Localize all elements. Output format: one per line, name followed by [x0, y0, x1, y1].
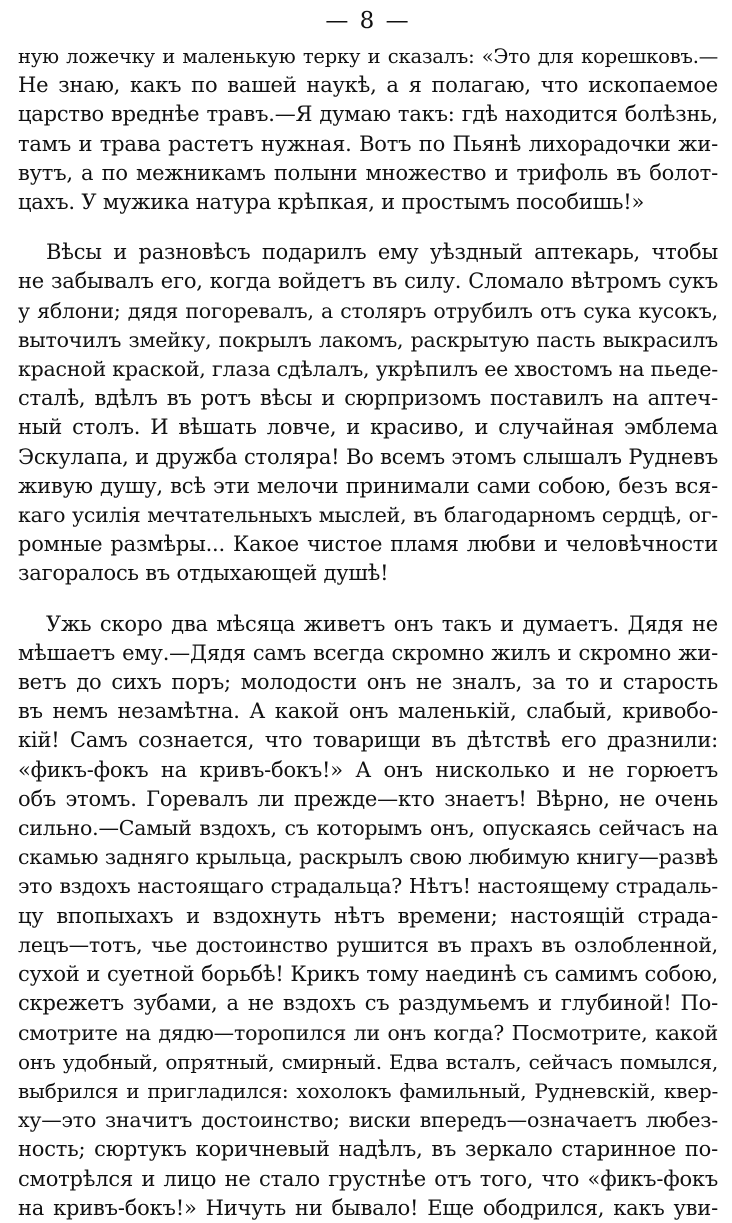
- text-line: «фикъ-фокъ на кривъ-бокъ!» А онъ нисколько и не горюетъ: [18, 757, 718, 782]
- text-line: красной краской, глаза сдѣлалъ, укрѣпилъ ее хвостомъ на пьеде-: [18, 357, 718, 382]
- text-line: ный столъ. И вѣшать ловче, и красиво, и случайная эмблема: [18, 415, 718, 440]
- page-number: — 8 —: [325, 8, 411, 34]
- text-line: тамъ и трава растетъ нужная. Вотъ по Пьянѣ лихорадочки жи-: [18, 131, 718, 156]
- text-line: вутъ, а по межникамъ полыни множество и трифоль въ болот-: [18, 160, 718, 185]
- text-line: въ немъ незамѣтна. А какой онъ маленькій, слабый, кривобо-: [18, 699, 718, 724]
- text-line: ветъ до сихъ поръ; молодости онъ не зналъ, за то и старость: [18, 670, 718, 695]
- text-line: сильно.—Самый вздохъ, съ которымъ онъ, опускаясь сейчасъ на: [18, 816, 718, 841]
- text-line: это вздохъ настоящаго страдальца? Нѣтъ! настоящему страдаль-: [18, 874, 718, 899]
- text-line: Ужь скоро два мѣсяца живетъ онъ такъ и думаетъ. Дядя не: [46, 611, 718, 636]
- text-line: сухой и суетной борьбѣ! Крикъ тому наединѣ съ самимъ собою,: [18, 962, 718, 987]
- text-line: выбрился и пригладился: хохолокъ фамильный, Рудневскій, квер-: [18, 1078, 718, 1103]
- text-line: живую душу, всѣ эти мелочи принимали сами собою, безъ вся-: [18, 473, 718, 498]
- text-line: ность; сюртукъ коричневый надѣлъ, въ зеркало старинное по-: [18, 1137, 718, 1162]
- paragraph-2: [18, 238, 718, 588]
- text-line: смотрите на дядю—торопился ли онъ когда? Посмотрите, какой: [18, 1020, 718, 1045]
- text-line: у яблони; дядя погоревалъ, а столяръ отрубилъ отъ сука кусокъ,: [18, 298, 718, 323]
- text-line: выточилъ змейку, покрылъ лакомъ, раскрытую пасть выкрасилъ: [18, 327, 718, 352]
- text-line: загоралось въ отдыхающей душѣ!: [18, 561, 389, 586]
- text-line: онъ удобный, опрятный, смирный. Едва всталъ, сейчасъ помылся,: [18, 1049, 718, 1074]
- paragraph-gap: [18, 217, 718, 238]
- text-line: на кривъ-бокъ!» Ничуть ни бывало! Еще ободрился, какъ уви-: [18, 1195, 718, 1220]
- paragraph-1: [18, 42, 718, 217]
- text-line: ромные размѣры... Какое чистое пламя любви и человѣчности: [18, 532, 718, 557]
- text-line: цахъ. У мужика натура крѣпкая, и простымъ пособишь!»: [18, 190, 645, 215]
- text-line: Вѣсы и разновѣсъ подарилъ ему уѣздный аптекарь, чтобы: [46, 240, 718, 265]
- paragraph-3: [18, 610, 718, 1223]
- text-line: ную ложечку и маленькую терку и сказалъ: «Это для корешковъ.—: [18, 45, 718, 68]
- text-line: смотрѣлся и лицо не стало грустнѣе отъ того, что «фикъ-фокъ: [18, 1166, 718, 1191]
- text-line: лецъ—тотъ, чье достоинство рушится въ прахъ въ озлобленной,: [18, 932, 718, 957]
- text-line: Не знаю, какъ по вашей наукѣ, а я полагаю, что ископаемое: [18, 73, 718, 98]
- text-line: не забывалъ его, когда войдетъ въ силу. Сломало вѣтромъ сукъ: [18, 269, 718, 294]
- text-line: цу впопыхахъ и вздохнуть нѣтъ времени; настоящій страда-: [18, 903, 718, 928]
- text-line: кій! Самъ сознается, что товарищи въ дѣтствѣ его дразнили:: [18, 728, 718, 753]
- text-line: царство вреднѣе травъ.—Я думаю такъ: гдѣ находится болѣзнь,: [18, 102, 718, 127]
- text-line: скрежетъ зубами, а не вздохъ съ раздумьемъ и глубиной! По-: [18, 991, 718, 1016]
- paragraph-gap: [18, 589, 718, 610]
- text-line: каго усилія мечтательныхъ мыслей, въ благодарномъ сердцѣ, ог-: [18, 503, 718, 528]
- text-line: сталѣ, вдѣлъ въ ротъ вѣсы и сюрпризомъ поставилъ на аптеч-: [18, 386, 718, 411]
- text-line: скамью задняго крыльца, раскрылъ свою любимую книгу—развѣ: [18, 845, 718, 870]
- text-line: Эскулапа, и дружба столяра! Во всемъ этомъ слышалъ Рудневъ: [18, 444, 718, 469]
- text-line: мѣшаетъ ему.—Дядя самъ всегда скромно жилъ и скромно жи-: [18, 640, 718, 665]
- text-line: ху—это значитъ достоинство; виски впередъ—означаетъ любез-: [18, 1108, 718, 1133]
- text-line: объ этомъ. Горевалъ ли прежде—кто знаетъ! Вѣрно, не очень: [18, 786, 718, 811]
